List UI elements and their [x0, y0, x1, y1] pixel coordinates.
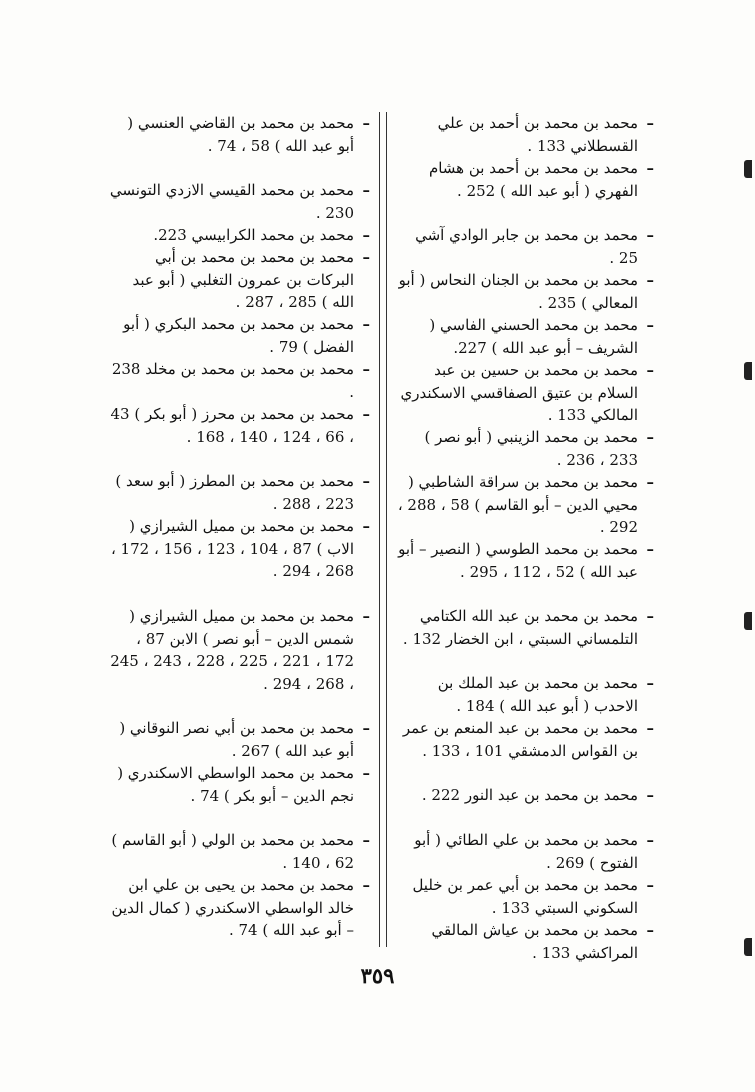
entry-dash: – — [362, 248, 370, 266]
entry-text: محمد بن محمد بن أبي عمر بن خليل السكوني السبتي 133 . — [412, 876, 638, 917]
entry-dash: – — [362, 876, 370, 894]
index-entry — [392, 224, 654, 269]
index-entry — [108, 224, 370, 246]
entry-text: محمد بن محمد بن عبد المنعم بن عمر بن القواس الدمشقي 101 ، 133 . — [402, 719, 638, 760]
entry-text: محمد بن محمد بن محمد البكري ( أبو الفضل ) 79 . — [123, 315, 354, 356]
entry-text: محمد بن محمد بن مميل الشيرازي ( شمس الدين – أبو نصر ) الابن 87 ، 172 ، 221 ، 225 ، 228 ، 243 ، 245 ، 268 ، 294 . — [110, 607, 354, 693]
entry-text: محمد بن محمد بن الولي ( أبو القاسم ) 62 ، 140 . — [111, 831, 354, 872]
entry-dash: – — [362, 719, 370, 737]
index-entry — [392, 314, 654, 359]
right-column — [392, 112, 654, 964]
entry-text: محمد بن محمد بن القاضي العنسي ( أبو عبد الله ) 58 ، 74 . — [127, 114, 354, 155]
index-entry — [392, 784, 654, 829]
entry-text: محمد بن محمد بن الجنان النحاس ( أبو المعالي ) 235 . — [398, 271, 638, 312]
entry-dash: – — [646, 921, 654, 939]
entry-dash: – — [362, 607, 370, 625]
index-entry — [392, 359, 654, 426]
entry-dash: – — [362, 226, 370, 244]
entry-text: محمد بن محمد بن محمد بن مخلد 238 . — [111, 360, 354, 401]
entry-text: محمد بن محمد بن عبد الملك بن الاحدب ( أبو عبد الله ) 184 . — [437, 674, 638, 715]
index-entry — [392, 471, 654, 538]
index-entry — [108, 179, 370, 224]
entry-dash: – — [362, 360, 370, 378]
entry-text: محمد بن محمد بن محمد بن أبي البركات بن عمرون التغلبي ( أبو عبد الله ) 285 ، 287 . — [132, 248, 354, 311]
index-entry — [108, 470, 370, 515]
page-number: ٣٥٩ — [360, 963, 395, 988]
entry-dash: – — [646, 876, 654, 894]
entry-text: محمد بن محمد بن عبد الله الكتامي التلمساني السبتي ، ابن الخضار 132 . — [402, 607, 638, 648]
entry-dash: – — [646, 786, 654, 804]
entry-text: محمد بن محمد بن أحمد بن هشام الفهري ( أبو عبد الله ) 252 . — [428, 159, 638, 200]
entry-text: محمد بن محمد الزينبي ( أبو نصر ) 233 ، 236 . — [424, 428, 638, 469]
index-entry — [392, 269, 654, 314]
entry-dash: – — [646, 473, 654, 491]
entry-dash: – — [362, 114, 370, 132]
entry-dash: – — [646, 831, 654, 849]
entry-dash: – — [646, 607, 654, 625]
entry-text: محمد بن محمد بن جابر الوادي آشي 25 . — [415, 226, 638, 267]
index-entry — [392, 426, 654, 471]
entry-dash: – — [362, 315, 370, 333]
entry-dash: – — [646, 226, 654, 244]
index-entry — [392, 538, 654, 605]
entry-dash: – — [362, 405, 370, 423]
entry-text: محمد بن محمد بن عياش المالقي المراكشي 133 . — [431, 921, 638, 962]
entry-dash: – — [646, 114, 654, 132]
edge-mark — [744, 938, 752, 956]
entry-text: محمد بن محمد الكرابيسي 223. — [153, 226, 354, 244]
entry-dash: – — [646, 428, 654, 446]
entry-dash: – — [646, 674, 654, 692]
index-entry — [392, 157, 654, 224]
entry-dash: – — [646, 316, 654, 334]
index-entry — [108, 313, 370, 358]
entry-text: محمد بن محمد بن يحيى بن علي ابن خالد الواسطي الاسكندري ( كمال الدين – أبو عبد الله ) 74 . — [111, 876, 354, 939]
entry-dash: – — [362, 181, 370, 199]
edge-mark — [744, 362, 752, 380]
edge-mark — [744, 160, 752, 178]
index-entry — [392, 874, 654, 919]
index-entry — [108, 112, 370, 179]
entry-text: محمد بن محمد بن علي الطائي ( أبو الفتوح ) 269 . — [414, 831, 638, 872]
index-entry — [392, 829, 654, 874]
entry-text: محمد بن محمد الطوسي ( النصير – أبو عبد الله ) 52 ، 112 ، 295 . — [398, 540, 638, 581]
left-column — [108, 112, 370, 964]
entry-dash: – — [646, 159, 654, 177]
entry-dash: – — [362, 517, 370, 535]
entry-dash: – — [646, 540, 654, 558]
entry-text: محمد بن محمد بن عبد النور 222 . — [421, 786, 638, 804]
column-divider — [379, 112, 387, 947]
index-entry — [108, 717, 370, 762]
entry-dash: – — [362, 764, 370, 782]
index-entry — [108, 874, 370, 964]
index-entry — [392, 919, 654, 964]
entry-text: محمد بن محمد بن المطرز ( أبو سعد ) 223 ، 288 . — [115, 472, 354, 513]
entry-dash: – — [646, 719, 654, 737]
index-entry — [108, 358, 370, 403]
entry-text: محمد بن محمد الحسني الفاسي ( الشريف – أبو عبد الله ) 227. — [429, 316, 638, 357]
entry-dash: – — [362, 831, 370, 849]
index-entry — [392, 112, 654, 157]
edge-mark — [744, 612, 752, 630]
index-entry — [108, 403, 370, 470]
entry-text: محمد بن محمد بن محرز ( أبو بكر ) 43 ، 66 ، 124 ، 140 ، 168 . — [110, 405, 354, 446]
entry-dash: – — [646, 271, 654, 289]
index-entry — [108, 246, 370, 313]
entry-text: محمد بن محمد بن حسين بن عبد السلام بن عتيق الصفاقسي الاسكندري المالكي 133 . — [400, 361, 638, 424]
entry-text: محمد بن محمد بن مميل الشيرازي ( الاب ) 87 ، 104 ، 123 ، 156 ، 172 ، 268 ، 294 . — [110, 517, 354, 580]
entry-text: محمد بن محمد بن أبي نصر النوقاني ( أبو عبد الله ) 267 . — [119, 719, 354, 760]
entry-dash: – — [362, 472, 370, 490]
entry-text: محمد بن محمد القيسي الازدي التونسي 230 . — [109, 181, 354, 222]
entry-dash: – — [646, 361, 654, 379]
index-entry — [392, 717, 654, 784]
index-entry — [392, 672, 654, 717]
entry-text: محمد بن محمد الواسطي الاسكندري ( نجم الدين – أبو بكر ) 74 . — [117, 764, 354, 805]
index-entry — [108, 605, 370, 717]
index-entry — [108, 515, 370, 605]
index-entry — [108, 829, 370, 874]
index-entry — [108, 762, 370, 829]
entry-text: محمد بن محمد بن أحمد بن علي القسطلاني 133 . — [437, 114, 638, 155]
index-entry — [392, 605, 654, 672]
entry-text: محمد بن محمد بن سراقة الشاطبي ( محيي الدين – أبو القاسم ) 58 ، 288 ، 292 . — [397, 473, 638, 536]
